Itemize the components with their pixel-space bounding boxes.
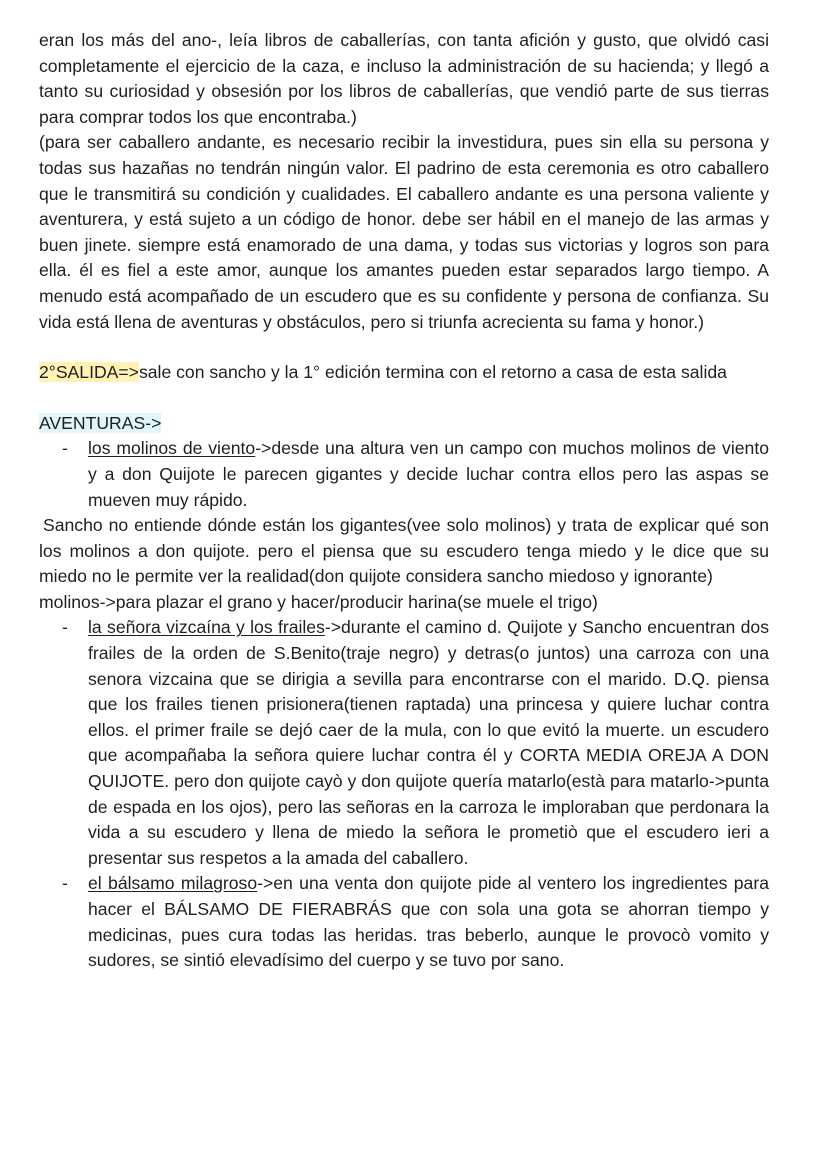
paragraph-caballero-andante: (para ser caballero andante, es necesario recibir la investidura, pues sin ella su persona y todas sus hazañas no tendrán ningún valor. El padrino de esta ceremonia es otro caballero que le transmitirá su condición y cualidades. El caballero andante es una persona valiente y aventurera, y está sujeto a un código de honor. debe ser hábil en el manejo de las armas y buen jinete. siempre está enamorado de una dama, y todas sus victorias y logros son para ella. él es fiel a este amor, aunque los amantes pueden estar separados largo tiempo. A menudo está acompañado de un escudero que es su confidente y persona de confianza. Su vida está llena de aventuras y obstáculos, pero si triunfa acrecienta su fama y honor.) xyxy=(39,132,769,332)
list-item-balsamo xyxy=(39,871,769,973)
item-text-molinos: ->desde una altura ven un campo con muchos molinos de viento y a don Quijote le parecen gigantes y decide luchar contra ellos pero las aspas se mueven muy rápido. xyxy=(88,438,769,510)
paragraph-sancho: Sancho no entiende dónde están los gigantes(vee solo molinos) y trata de explicar qué son los molinos a don quijote. pero el piensa que su escudero tenga miedo y le dice que su miedo no le permite ver la realidad(don quijote considera sancho miedoso y ignorante) xyxy=(39,515,769,587)
item-text-vizcaina: ->durante el camino d. Quijote y Sancho encuentran dos frailes de la orden de S.Benito(traje negro) y detras(o juntos) una carroza con una senora vizcaina que se dirigia a sevilla para encontrarse con el marido. D.Q. piensa que los frailes tienen prisionera(tienen raptada) una princesa y quiere luchar contra ellos. el primer fraile se dejó caer de la mula, con lo que evitó la muerte. un escudero que acompañaba la señora quiere luchar contra él y CORTA MEDIA OREJA A DON QUIJOTE. pero don quijote cayò y don quijote quería matarlo(està para matarlo->punta de espada en los ojos), pero las señoras en la carroza le imploraban que perdonara la vida a su escudero y llena de miedo la señora le prometiò que el escudero ieri a presentar sus respetos a la amada del caballero. xyxy=(88,617,769,868)
aventuras-list-2 xyxy=(39,615,769,973)
paragraph-molinos-note: molinos->para plazar el grano y hacer/producir harina(se muele el trigo) xyxy=(39,591,598,612)
list-item-molinos xyxy=(39,436,769,513)
salida-text: sale con sancho y la 1° edición termina con el retorno a casa de esta salida xyxy=(138,362,727,383)
item-text-balsamo: ->en una venta don quijote pide al ventero los ingredientes para hacer el BÁLSAMO DE FIERABRÁS que con sola una gota se ahorran tiempo y medicinas, pues cura todas las heridas. tras beberlo, aunque le provocò vomito y sudores, se sintió elevadísimo del cuerpo y se tuvo por sano. xyxy=(88,873,769,971)
item-title-balsamo: el bálsamo milagroso xyxy=(88,873,258,894)
paragraph-intro: eran los más del ano-, leía libros de caballerías, con tanta afición y gusto, que olvidó casi completamente el ejercicio de la caza, e incluso la administración de su hacienda; y llegó a tanto su curiosidad y obsesión por los libros de caballerías, que vendió parte de sus tierras para comprar todos los que encontraba.) xyxy=(39,30,769,127)
document-page xyxy=(39,28,769,974)
item-title-molinos: los molinos de viento xyxy=(88,438,256,459)
spacer xyxy=(39,386,769,411)
item-title-vizcaina: la señora vizcaína y los frailes xyxy=(88,617,325,638)
list-item-vizcaina xyxy=(39,615,769,871)
aventuras-heading-line xyxy=(39,411,769,437)
spacer xyxy=(39,335,769,360)
salida-paragraph xyxy=(39,360,769,386)
aventuras-heading: AVENTURAS-> xyxy=(39,412,162,433)
aventuras-list-1 xyxy=(39,436,769,513)
salida-label: 2°SALIDA=> xyxy=(39,362,139,383)
